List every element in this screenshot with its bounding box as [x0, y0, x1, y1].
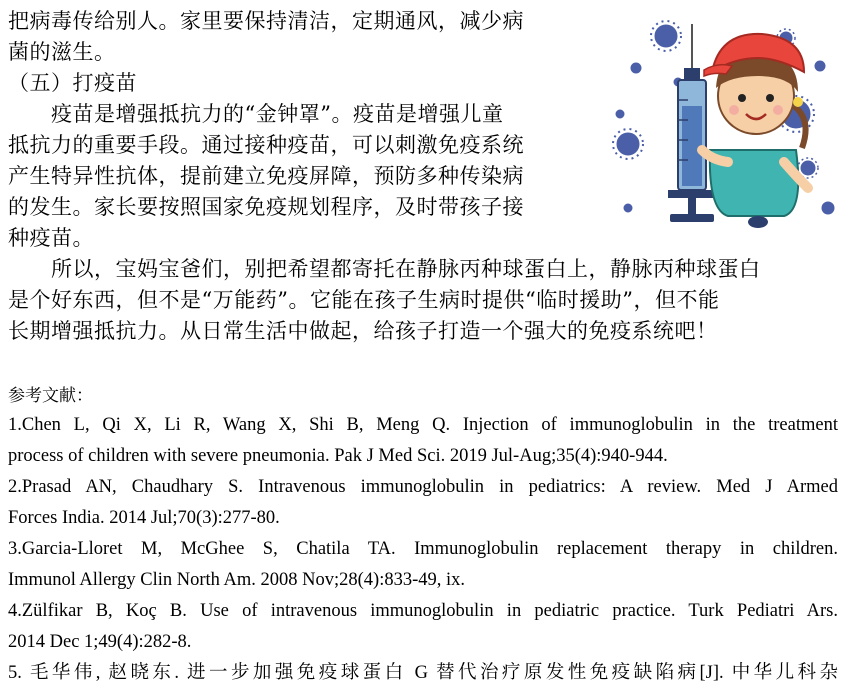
intro-paragraph	[8, 6, 524, 68]
virus-icon	[822, 202, 834, 214]
girl-figure	[702, 34, 808, 228]
reference-item	[8, 534, 838, 596]
virus-icon	[815, 61, 825, 71]
text-line: 抵抗力的重要手段。通过接种疫苗，可以刺激免疫系统	[8, 133, 524, 157]
text-line: 菌的滋生。	[8, 40, 116, 64]
section-heading: （五）打疫苗	[8, 71, 137, 95]
virus-icon	[651, 21, 681, 51]
text-line: 是个好东西，但不是“万能药”。它能在孩子生病时提供“临时援助”，但不能	[8, 288, 720, 312]
reference-item	[8, 472, 838, 534]
reference-item	[8, 658, 838, 689]
syringe	[668, 24, 716, 222]
reference-line: 2.Prasad AN, Chaudhary S. Intravenous immunoglobulin in pediatrics: A review. Med J Armed	[8, 477, 838, 497]
text-line: 种疫苗。	[8, 226, 94, 250]
reference-line: Forces India. 2014 Jul;70(3):277-80.	[8, 508, 280, 528]
text-line: 长期增强抵抗力。从日常生活中做起，给孩子打造一个强大的免疫系统吧！	[8, 319, 718, 343]
text-line: 所以，宝妈宝爸们，别把希望都寄托在静脉丙种球蛋白上，静脉丙种球蛋白	[8, 257, 761, 281]
text-line: 产生特异性抗体，提前建立免疫屏障，预防多种传染病	[8, 164, 524, 188]
reference-line: 2014 Dec 1;49(4):282-8.	[8, 632, 192, 652]
girl-vaccine-illustration	[608, 10, 840, 232]
reference-line: 4.Zülfikar B, Koç B. Use of intravenous immunoglobulin in pediatric practice. Turk Pediatri Ars.	[8, 601, 838, 621]
text-line: 疫苗是增强抵抗力的“金钟罩”。疫苗是增强儿童	[8, 102, 504, 126]
reference-line: 3.Garcia-Lloret M, McGhee S, Chatila TA. Immunoglobulin replacement therapy in children.	[8, 539, 838, 559]
reference-item	[8, 596, 838, 658]
reference-line: process of children with severe pneumonia. Pak J Med Sci. 2019 Jul-Aug;35(4):940-944.	[8, 446, 668, 466]
text-line: 的发生。家长要按照国家免疫规划程序，及时带孩子接	[8, 195, 524, 219]
reference-line: 1.Chen L, Qi X, Li R, Wang X, Shi B, Meng Q. Injection of immunoglobulin in the treatment	[8, 415, 838, 435]
reference-line: Immunol Allergy Clin North Am. 2008 Nov;28(4):833-49, ix.	[8, 570, 466, 590]
references-heading: 参考文献：	[8, 386, 93, 406]
text-line: 把病毒传给别人。家里要保持清洁，定期通风，减少病	[8, 9, 524, 33]
conclusion-paragraph	[8, 254, 761, 347]
reference-line: 5. 毛华伟, 赵晓东. 进一步加强免疫球蛋白 G 替代治疗原发性免疫缺陷病[J]. 中华儿科杂	[8, 663, 838, 683]
virus-icon	[616, 110, 624, 118]
virus-icon	[631, 63, 641, 73]
reference-item	[8, 410, 838, 472]
vaccine-paragraph	[8, 99, 524, 254]
virus-icon	[613, 129, 643, 159]
virus-icon	[624, 204, 632, 212]
reference-list	[8, 410, 838, 689]
